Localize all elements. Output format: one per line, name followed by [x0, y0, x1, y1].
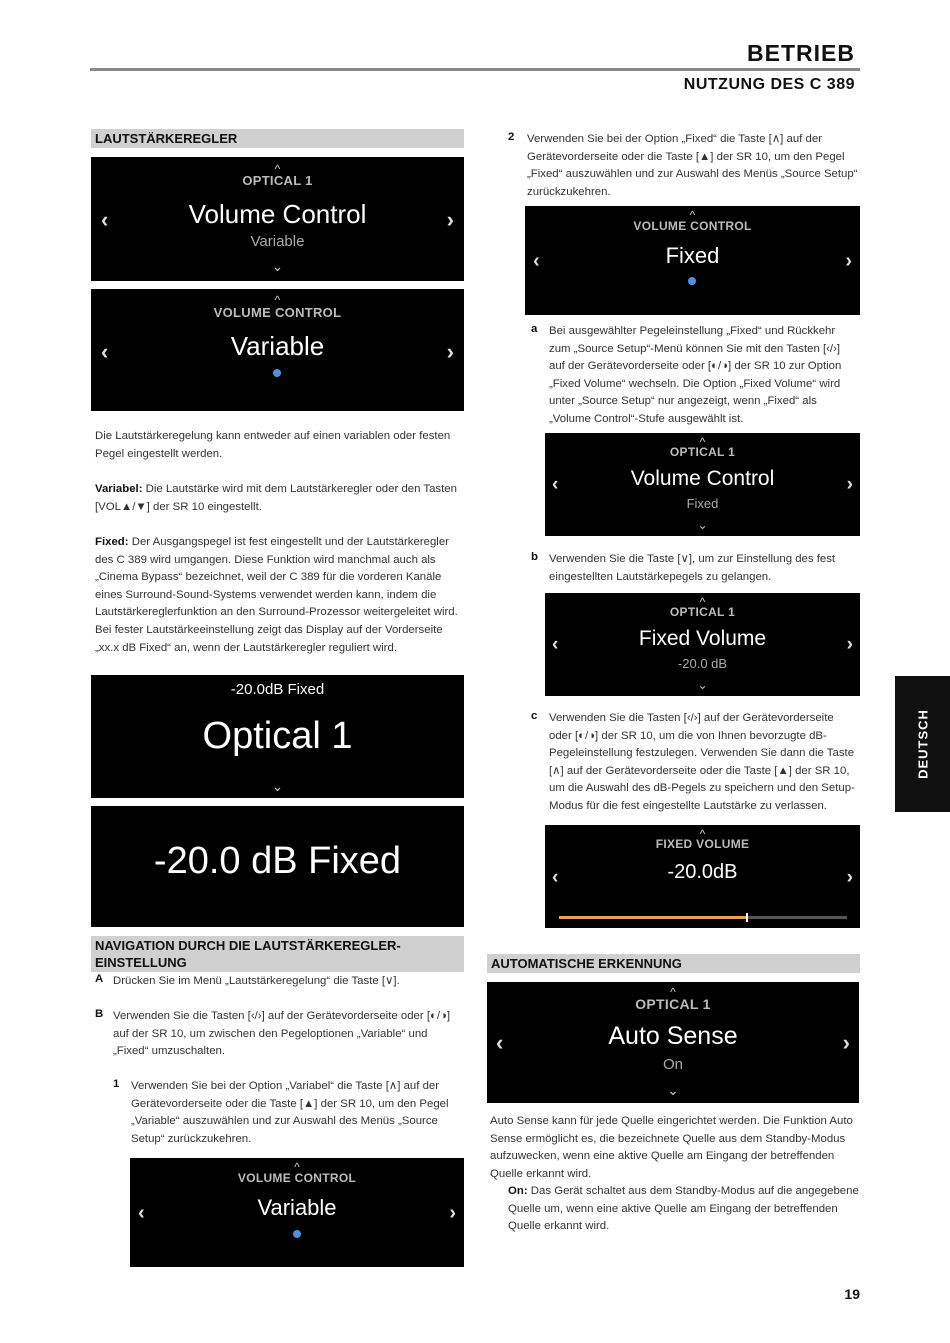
up-arrow-icon: ^ — [689, 208, 696, 222]
page-number: 19 — [844, 1286, 860, 1302]
selection-dot-icon — [273, 369, 281, 377]
on-text: Das Gerät schaltet aus dem Standby-Modus auf die angegebene Quelle um, wenn eine aktive Quelle am Eingang der betreffenden Quelle erkannt wird. — [508, 1185, 859, 1233]
up-arrow-icon: ^ — [699, 827, 706, 841]
section-subtitle: NUTZUNG DES C 389 — [683, 76, 855, 93]
screen-option-value: Fixed — [665, 243, 720, 268]
screen-fixed-level: -20.0dB Fixed — [230, 681, 325, 698]
auto-sense-paragraph: Auto Sense kann für jede Quelle eingerichtet werden. Die Funktion Auto Sense ermöglicht es, die bezeichnete Quelle aus dem Standby-Modus aufzuwecken, wenn eine aktive Quelle am Eingang der betreffenden Quelle erkannt wird. — [490, 1115, 853, 1180]
right-arrow-icon: › — [842, 1030, 850, 1055]
step-a-sub-label: a — [531, 323, 538, 335]
display-screen-fixed-volume-level — [545, 825, 860, 928]
header-rule — [90, 68, 860, 71]
right-arrow-icon: › — [446, 339, 454, 364]
display-screen-volume-control-fixed — [545, 433, 860, 536]
screen-menu-label: FIXED VOLUME — [655, 837, 750, 851]
variabel-text: Die Lautstärke wird mit dem Lautstärkeregler oder den Tasten [VOL▲/▼] der SR 10 eingestellt. — [95, 483, 457, 513]
left-arrow-icon: ‹ — [101, 207, 109, 232]
step-1-text: Verwenden Sie bei der Option „Variabel“ die Taste [∧] auf der Gerätevorderseite oder die Taste [▲] der SR 10, um den Pegel „Variable“ auszuwählen und zur Auswahl des Menüs „Source Setup“ zurückzukehren. — [131, 1080, 449, 1145]
display-screen-fixed-db — [91, 806, 464, 927]
display-screen-volume-control — [91, 157, 464, 281]
left-arrow-icon: ‹ — [138, 1202, 145, 1224]
screen-source-label: OPTICAL 1 — [669, 605, 736, 619]
step-b-label: B — [95, 1008, 104, 1020]
auto-sense-on-paragraph — [508, 1183, 860, 1236]
left-arrow-icon: ‹ — [552, 634, 559, 655]
level-bar-marker — [746, 913, 748, 922]
step-b-sub-text: Verwenden Sie die Taste [∨], um zur Einstellung des fest eingestellten Lautstärkepegels zu gelangen. — [549, 553, 836, 583]
fixed-text: Der Ausgangspegel ist fest eingestellt und der Lautstärkeregler des C 389 wird umgangen. Diese Funktion wird manchmal auch als „Cinema Bypass“ bezeichnet, weil der C 389 für die vorderen Kanäle eines Surround-Sound-Systems verwendet werden kann, indem die Lautstärkereglerfunktion an den Surround-Prozessor weitergeleitet wird. Bei fester Lautstärkeeinstellung zeigt das Display auf der Vorderseite „xx.x dB Fixed“ an, wenn der Lautstärkeregler reguliert wird. — [95, 536, 458, 654]
step-c-sub-text: Verwenden Sie die Tasten [‹/›] auf der Gerätevorderseite oder [◐/◑] der SR 10, um die von Ihnen bevorzugte dB-Pegeleinstellung festzulegen. Verwenden Sie dann die Taste [∧] auf der Gerätevorderseite oder die Taste [▲] der SR 10, um die Auswahl des dB-Pegels zu speichern und den Setup-Modus für die fest eingestellte Lautstärke zu verlassen. — [549, 712, 855, 812]
up-arrow-icon: ^ — [670, 985, 676, 999]
screen-menu-title: Fixed Volume — [638, 627, 767, 650]
screen-menu-title: Volume Control — [188, 199, 367, 229]
screen-menu-label: VOLUME CONTROL — [633, 219, 752, 233]
step-a-label: A — [95, 973, 104, 985]
section-heading-volume-control: LAUTSTÄRKEREGLER — [91, 129, 464, 148]
selection-dot-icon — [688, 277, 696, 285]
display-screen-fixed — [525, 206, 860, 315]
fixed-label: Fixed: — [95, 536, 129, 548]
display-screen-fixed-volume — [545, 593, 860, 696]
step-2-label: 2 — [508, 131, 515, 143]
screen-menu-value: On — [662, 1056, 683, 1073]
up-arrow-icon: ^ — [294, 1160, 300, 1174]
display-screen-variable-confirm — [130, 1158, 464, 1267]
step-1-label: 1 — [113, 1078, 120, 1090]
right-arrow-icon: › — [449, 1202, 456, 1224]
variabel-label: Variabel: — [95, 483, 143, 495]
down-arrow-icon: ⌄ — [271, 258, 284, 274]
screen-option-value: Variable — [230, 331, 325, 361]
left-arrow-icon: ‹ — [533, 250, 540, 272]
down-arrow-icon: ⌄ — [697, 678, 708, 692]
screen-menu-value: Variable — [250, 233, 305, 250]
up-arrow-icon: ^ — [699, 435, 706, 449]
screen-menu-title: Auto Sense — [608, 1022, 738, 1050]
down-arrow-icon: ⌄ — [271, 778, 284, 794]
screen-source-label: OPTICAL 1 — [635, 996, 711, 1012]
left-arrow-icon: ‹ — [101, 339, 109, 364]
section-heading-navigation: NAVIGATION DURCH DIE LAUTSTÄRKEREGLER-EINSTELLUNG — [91, 936, 464, 972]
screen-menu-title: Volume Control — [630, 467, 775, 490]
step-b-text: Verwenden Sie die Tasten [‹/›] auf der Gerätevorderseite oder [◐/◑] auf der SR 10, um zwischen den Pegeloptionen „Variable“ und „Fixed“ umzuschalten. — [113, 1010, 451, 1058]
right-arrow-icon: › — [846, 867, 853, 888]
on-label: On: — [508, 1185, 528, 1197]
chapter-title: BETRIEB — [747, 40, 855, 66]
level-bar-fill — [559, 916, 746, 919]
right-arrow-icon: › — [845, 250, 852, 272]
screen-source-label: OPTICAL 1 — [669, 445, 736, 459]
selection-dot-icon — [293, 1230, 301, 1238]
step-a-text: Drücken Sie im Menü „Lautstärkeregelung“ die Taste [∨]. — [113, 975, 400, 987]
up-arrow-icon: ^ — [274, 162, 281, 176]
down-arrow-icon: ⌄ — [667, 1082, 679, 1098]
screen-fixed-db-value: -20.0 dB Fixed — [153, 840, 402, 882]
intro-paragraph: Die Lautstärkeregelung kann entweder auf einen variablen oder festen Pegel eingestellt werden. — [95, 430, 451, 460]
screen-option-value: Variable — [257, 1195, 337, 1220]
right-arrow-icon: › — [846, 474, 853, 495]
screen-menu-value: Fixed — [686, 496, 719, 511]
left-arrow-icon: ‹ — [552, 867, 559, 888]
screen-menu-label: VOLUME CONTROL — [237, 1171, 357, 1185]
display-screen-variable — [91, 289, 464, 411]
language-tab-label: DEUTSCH — [915, 709, 930, 779]
screen-menu-value: -20.0 dB — [677, 656, 728, 671]
right-arrow-icon: › — [446, 207, 454, 232]
step-b-sub-label: b — [531, 551, 538, 563]
right-arrow-icon: › — [846, 634, 853, 655]
left-arrow-icon: ‹ — [496, 1030, 504, 1055]
screen-db-value: -20.0dB — [667, 861, 738, 883]
step-a-sub-text: Bei ausgewählter Pegeleinstellung „Fixed“ und Rückkehr zum „Source Setup“-Menü können Sie mit den Tasten [‹/›] auf der Gerätevorderseite oder [◐/◑] der SR 10 zur Option „Fixed Volume“ wechseln. Die Option „Fixed Volume“ wird unter „Source Setup“ nur angezeigt, wenn „Fixed“ als „Volume Control“-Stufe ausgewählt ist. — [549, 325, 842, 425]
screen-menu-label: VOLUME CONTROL — [213, 305, 342, 320]
variabel-paragraph — [95, 481, 465, 516]
up-arrow-icon: ^ — [699, 595, 706, 609]
screen-source-label: OPTICAL 1 — [242, 173, 313, 188]
section-heading-auto-sense: AUTOMATISCHE ERKENNUNG — [487, 954, 860, 973]
left-arrow-icon: ‹ — [552, 474, 559, 495]
display-screen-auto-sense — [487, 982, 859, 1103]
step-2-text: Verwenden Sie bei der Option „Fixed“ die Taste [∧] auf der Gerätevorderseite oder die Taste [▲] der SR 10, um den Pegel „Fixed“ auszuwählen und zur Auswahl des Menüs „Source Setup“ zurückzukehren. — [527, 133, 858, 198]
language-tab — [895, 676, 950, 812]
fixed-paragraph — [95, 534, 465, 657]
up-arrow-icon: ^ — [274, 293, 281, 307]
down-arrow-icon: ⌄ — [697, 518, 708, 532]
step-c-sub-label: c — [531, 710, 538, 722]
display-screen-optical-fixed — [91, 675, 464, 798]
screen-source-name: Optical 1 — [202, 715, 353, 757]
